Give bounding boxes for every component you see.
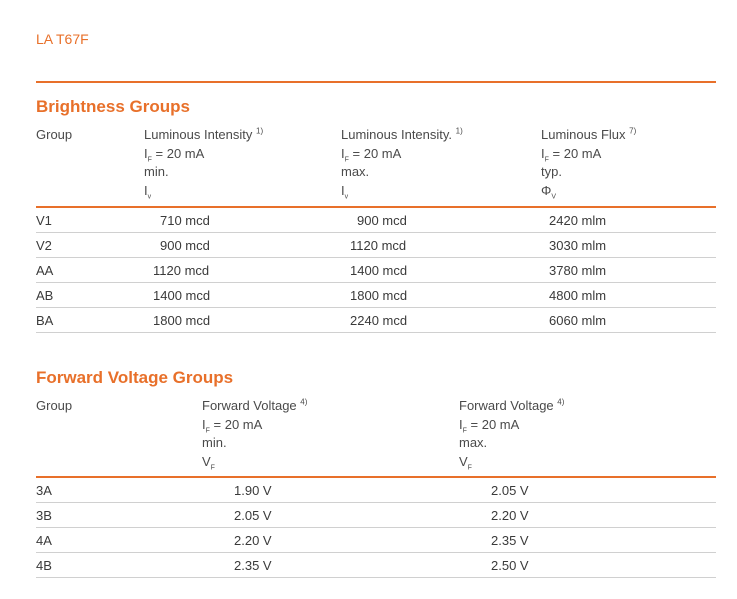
- brightness-table: [36, 126, 716, 333]
- table-row: [36, 258, 716, 283]
- voltage-header-min: Forward Voltage $^{4)}$ $I_F = 20$ mA min. $V_F$: [202, 397, 308, 472]
- min-cell: 1.90 V: [234, 483, 272, 498]
- flux-cell: 3780 mlm: [549, 263, 607, 278]
- min-cell: 900 mcd: [160, 238, 210, 253]
- max-cell: 2.50 V: [491, 558, 529, 573]
- max-cell: 1400 mcd: [350, 263, 408, 278]
- min-cell: 1400 mcd: [153, 288, 211, 303]
- top-divider: [36, 81, 716, 83]
- table-row: [36, 528, 716, 553]
- max-cell: 2.20 V: [491, 508, 529, 523]
- min-cell: 1800 mcd: [153, 313, 211, 328]
- table-row: [36, 208, 716, 233]
- flux-cell: 2420 mlm: [549, 213, 607, 228]
- brightness-header-group: Group: [36, 127, 73, 142]
- brightness-header-max: Luminous Intensity. $^{1)}$ $I_F = 20$ mA max. $I_v$: [341, 126, 463, 201]
- group-cell: 3B: [36, 508, 52, 523]
- max-cell: 2.05 V: [491, 483, 529, 498]
- flux-cell: 6060 mlm: [549, 313, 607, 328]
- table-row: [36, 478, 716, 503]
- min-cell: 710 mcd: [160, 213, 210, 228]
- voltage-header-group: Group: [36, 398, 73, 413]
- group-cell: 4B: [36, 558, 52, 573]
- product-code: LA T67F: [36, 31, 89, 47]
- min-cell: 2.20 V: [234, 533, 272, 548]
- table-row: [36, 283, 716, 308]
- min-cell: 2.35 V: [234, 558, 272, 573]
- flux-cell: 3030 mlm: [549, 238, 607, 253]
- flux-cell: 4800 mlm: [549, 288, 607, 303]
- voltage-table: [36, 397, 716, 578]
- table-row: [36, 553, 716, 578]
- group-cell: V1: [36, 213, 52, 228]
- max-cell: 1120 mcd: [350, 238, 407, 253]
- voltage-header: [36, 397, 716, 476]
- brightness-header-flux: Luminous Flux $^{7)}$ $I_F = 20$ mA typ. $\Phi_V$: [541, 126, 637, 201]
- group-cell: BA: [36, 313, 54, 328]
- max-cell: 1800 mcd: [350, 288, 408, 303]
- group-cell: 3A: [36, 483, 52, 498]
- min-cell: 1120 mcd: [153, 263, 210, 278]
- group-cell: AB: [36, 288, 54, 303]
- max-cell: 900 mcd: [357, 213, 407, 228]
- table-row: [36, 233, 716, 258]
- voltage-header-max: Forward Voltage $^{4)}$ $I_F = 20$ mA max. $V_F$: [459, 397, 565, 472]
- group-cell: AA: [36, 263, 54, 278]
- group-cell: V2: [36, 238, 52, 253]
- brightness-header: [36, 126, 716, 206]
- table-row: [36, 308, 716, 333]
- brightness-title: Brightness Groups: [36, 97, 190, 116]
- max-cell: 2240 mcd: [350, 313, 408, 328]
- group-cell: 4A: [36, 533, 52, 548]
- max-cell: 2.35 V: [491, 533, 529, 548]
- voltage-title: Forward Voltage Groups: [36, 368, 234, 387]
- table-row: [36, 503, 716, 528]
- brightness-header-min: Luminous Intensity $^{1)}$ $I_F = 20$ mA min. $I_v$: [144, 126, 264, 201]
- min-cell: 2.05 V: [234, 508, 272, 523]
